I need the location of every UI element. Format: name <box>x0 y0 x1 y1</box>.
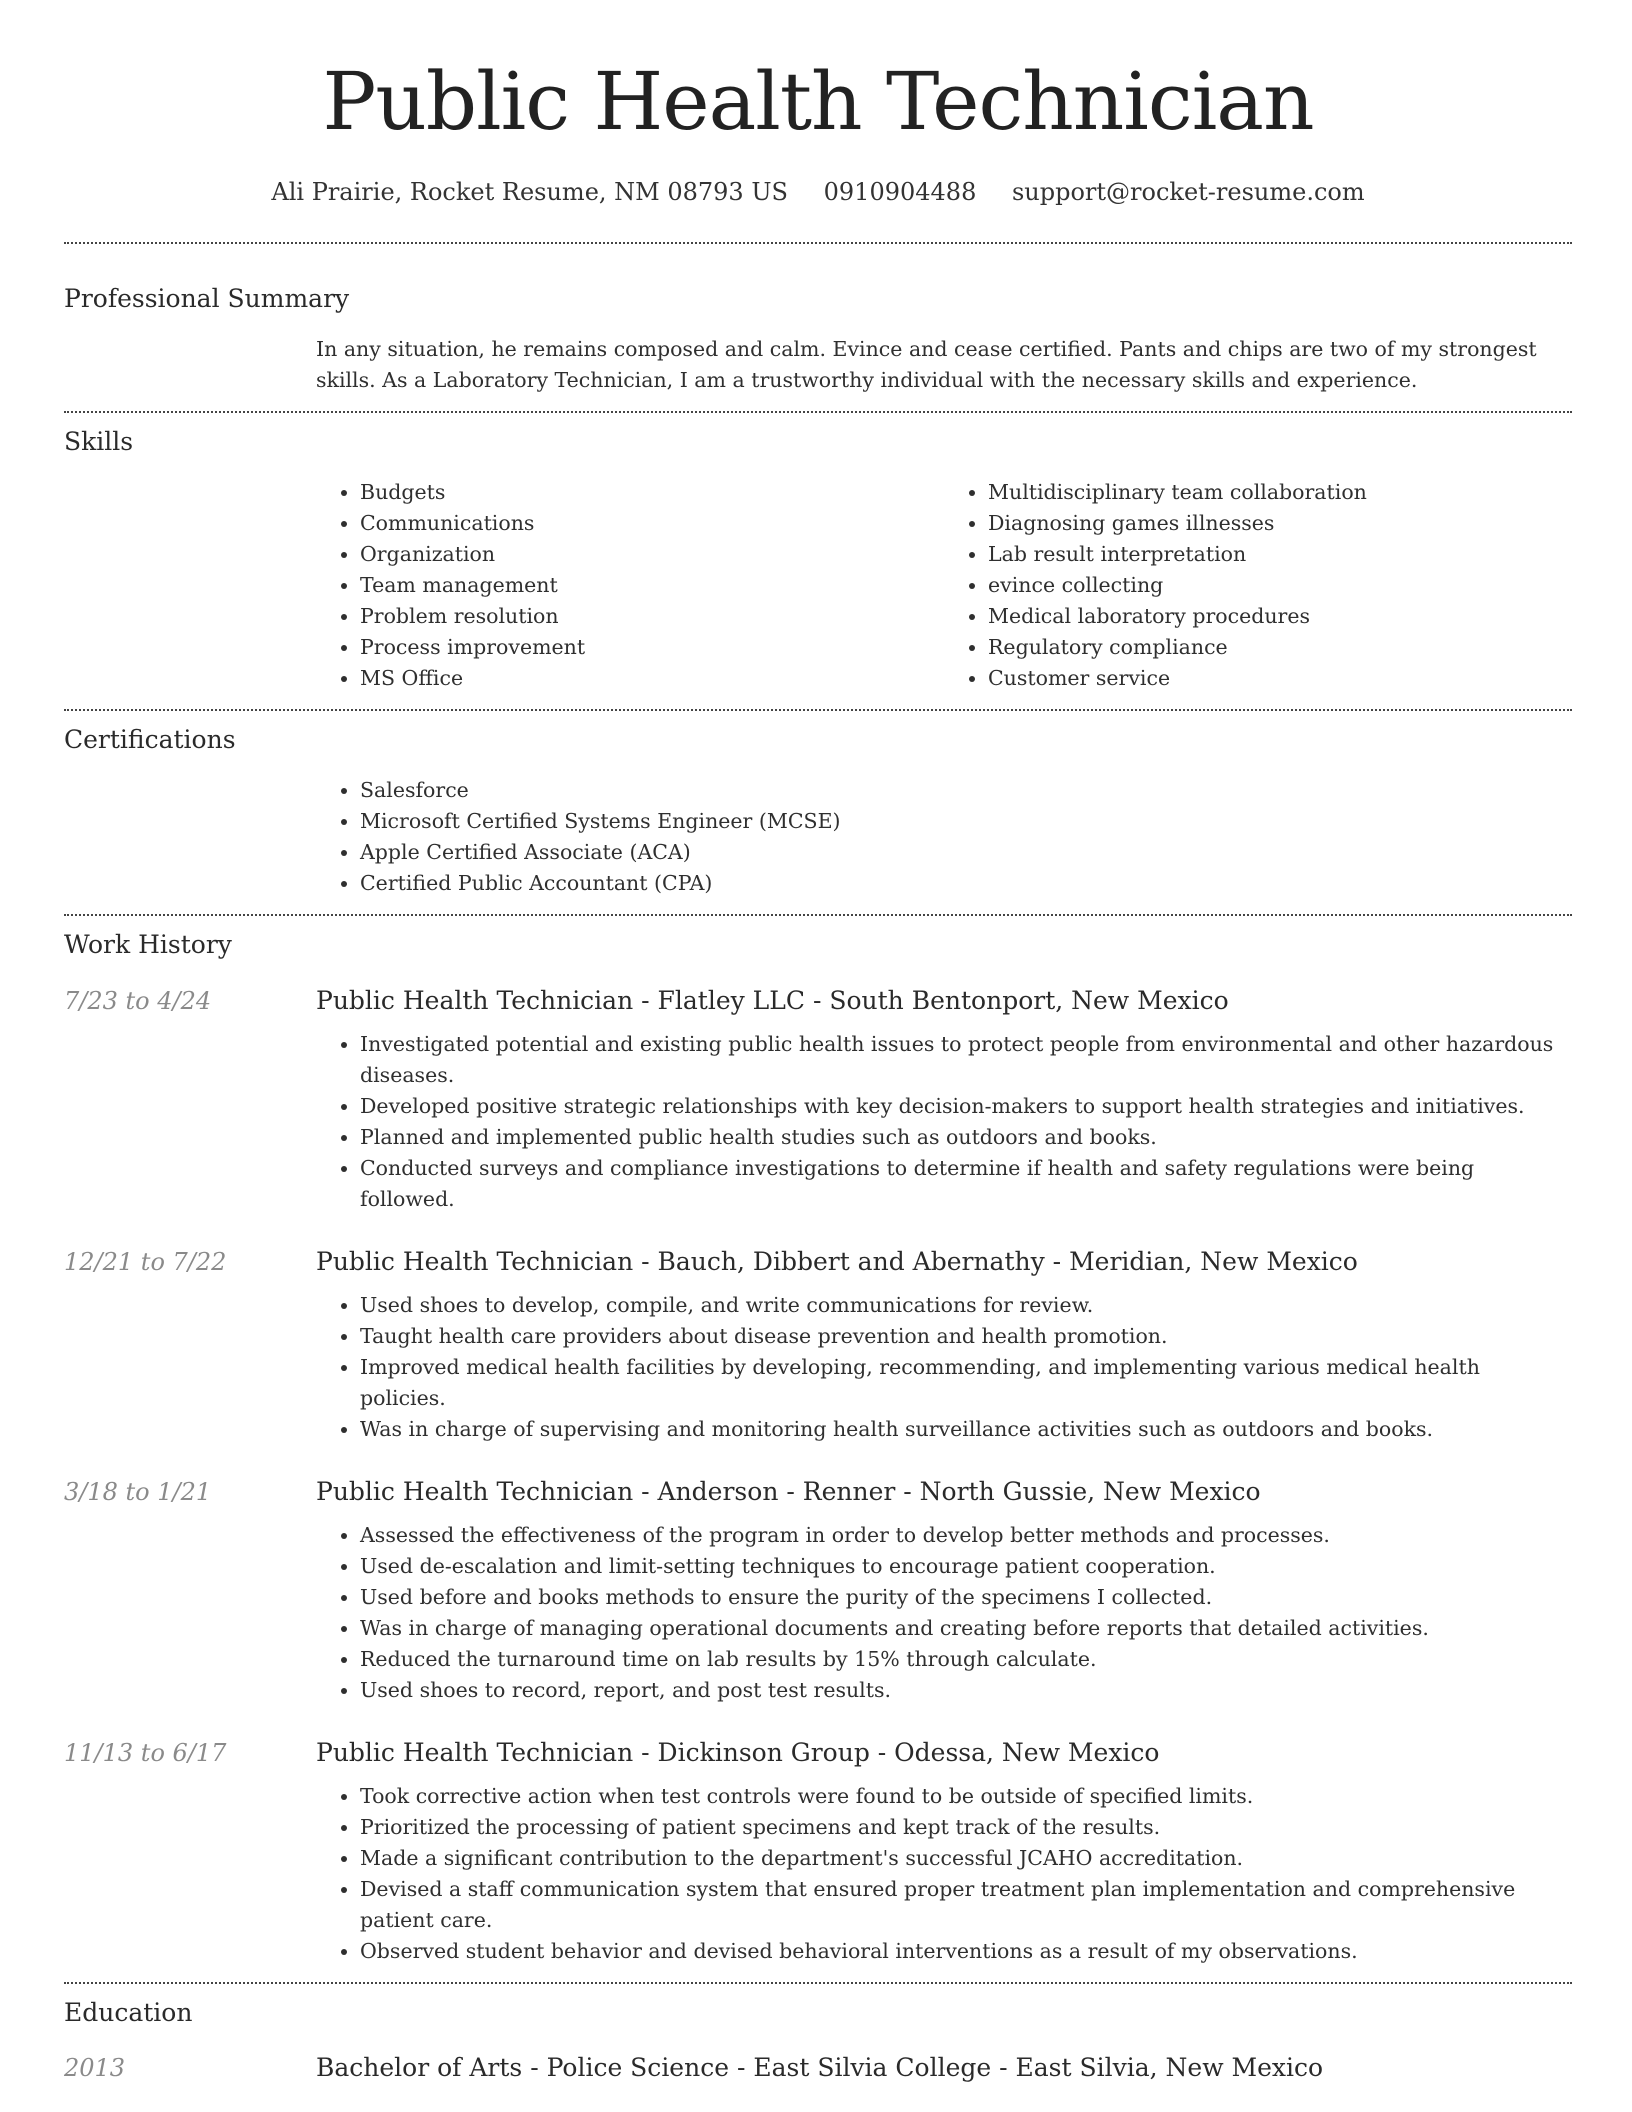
job-bullets <box>316 1781 1572 1967</box>
job-date: 12/21 to 7/22 <box>64 1248 227 1276</box>
job-bullets <box>316 1029 1572 1215</box>
address: Ali Prairie, Rocket Resume, NM 08793 US <box>271 178 788 206</box>
job-date: 7/23 to 4/24 <box>64 987 212 1015</box>
list-item: • Observed student behavior and devised behavioral interventions as a result of my observations. <box>360 1936 1572 1967</box>
list-item: • Reduced the turnaround time on lab results by 15% through calculate. <box>360 1644 1572 1675</box>
section-title-education: Education <box>64 1998 193 2027</box>
list-item: • Prioritized the processing of patient specimens and kept track of the results. <box>360 1812 1572 1843</box>
job-header <box>64 1477 1572 1506</box>
job-bullet-list <box>316 1029 1572 1215</box>
divider <box>64 1982 1572 1984</box>
list-item: • Customer service <box>988 663 1572 694</box>
list-item: • Devised a staff communication system that ensured proper treatment plan implementation and comprehensive patient care. <box>360 1874 1572 1936</box>
job-date: 11/13 to 6/17 <box>64 1739 227 1767</box>
skills-list <box>316 477 1572 694</box>
resume-page <box>64 0 1572 2082</box>
work-history-list <box>64 986 1572 1967</box>
list-item: • Regulatory compliance <box>988 632 1572 663</box>
job-title: Public Health Technician - Anderson - Renner - North Gussie, New Mexico <box>316 1477 1261 1506</box>
list-item: • Salesforce <box>360 775 1572 806</box>
list-item: • Was in charge of managing operational documents and creating before reports that detailed activities. <box>360 1613 1572 1644</box>
list-item: • Budgets <box>360 477 944 508</box>
divider <box>64 242 1572 244</box>
job-entry <box>64 1738 1572 1967</box>
list-item: • Was in charge of supervising and monitoring health surveillance activities such as outdoors and books. <box>360 1414 1572 1445</box>
list-item: • Developed positive strategic relationships with key decision-makers to support health strategies and initiatives. <box>360 1091 1572 1122</box>
skills-column-right <box>944 477 1572 694</box>
list-item: • Used shoes to record, report, and post test results. <box>360 1675 1572 1706</box>
education-entry <box>64 2053 1572 2082</box>
email: support@rocket-resume.com <box>1011 178 1365 206</box>
list-item: • Made a significant contribution to the department's successful JCAHO accreditation. <box>360 1843 1572 1874</box>
divider <box>64 411 1572 413</box>
skills-column-left <box>316 477 944 694</box>
list-item: • MS Office <box>360 663 944 694</box>
divider <box>64 914 1572 916</box>
section-title-skills: Skills <box>64 427 134 456</box>
list-item: • Used de-escalation and limit-setting techniques to encourage patient cooperation. <box>360 1551 1572 1582</box>
list-item: • Microsoft Certified Systems Engineer (MCSE) <box>360 806 1572 837</box>
job-entry <box>64 986 1572 1215</box>
list-item: • Planned and implemented public health studies such as outdoors and books. <box>360 1122 1572 1153</box>
section-title-work-history: Work History <box>64 930 232 959</box>
job-header <box>64 1247 1572 1276</box>
certifications-items <box>316 775 1572 899</box>
list-item: • Problem resolution <box>360 601 944 632</box>
job-bullet-list <box>316 1290 1572 1445</box>
education-degree: Bachelor of Arts - Police Science - East Silvia College - East Silvia, New Mexico <box>316 2053 1324 2082</box>
list-item: • Lab result interpretation <box>988 539 1572 570</box>
list-item: • Taught health care providers about disease prevention and health promotion. <box>360 1321 1572 1352</box>
education-date: 2013 <box>64 2054 126 2082</box>
job-bullet-list <box>316 1781 1572 1967</box>
job-bullets <box>316 1520 1572 1706</box>
list-item: • Certified Public Accountant (CPA) <box>360 868 1572 899</box>
list-item: • Improved medical health facilities by developing, recommending, and implementing various medical health policies. <box>360 1352 1572 1414</box>
job-entry <box>64 1247 1572 1445</box>
list-item: • evince collecting <box>988 570 1572 601</box>
section-title-summary: Professional Summary <box>64 284 350 313</box>
list-item: • Team management <box>360 570 944 601</box>
list-item: • Diagnosing games illnesses <box>988 508 1572 539</box>
job-entry <box>64 1477 1572 1706</box>
list-item: • Conducted surveys and compliance investigations to determine if health and safety regulations were being followed. <box>360 1153 1572 1215</box>
list-item: • Took corrective action when test controls were found to be outside of specified limits. <box>360 1781 1572 1812</box>
list-item: • Used before and books methods to ensure the purity of the specimens I collected. <box>360 1582 1572 1613</box>
summary-text: In any situation, he remains composed and calm. Evince and cease certified. Pants and chips are two of my strongest skills. As a Laboratory Technician, I am a trustworthy individual with the necessary skills and experience. <box>316 337 1537 392</box>
certifications-list <box>316 775 1572 899</box>
list-item: • Medical laboratory procedures <box>988 601 1572 632</box>
list-item: • Assessed the effectiveness of the program in order to develop better methods and processes. <box>360 1520 1572 1551</box>
list-item: • Apple Certified Associate (ACA) <box>360 837 1572 868</box>
job-title: Public Health Technician - Bauch, Dibbert and Abernathy - Meridian, New Mexico <box>316 1247 1358 1276</box>
job-header <box>64 986 1572 1015</box>
job-title: Public Health Technician - Flatley LLC - South Bentonport, New Mexico <box>316 986 1229 1015</box>
phone: 0910904488 <box>823 178 977 206</box>
job-bullets <box>316 1290 1572 1445</box>
list-item: • Communications <box>360 508 944 539</box>
section-title-certifications: Certifications <box>64 725 236 754</box>
list-item: • Investigated potential and existing public health issues to protect people from environmental and other hazardous diseases. <box>360 1029 1572 1091</box>
list-item: • Process improvement <box>360 632 944 663</box>
list-item: • Multidisciplinary team collaboration <box>988 477 1572 508</box>
contact-line <box>64 178 1572 206</box>
job-header <box>64 1738 1572 1767</box>
job-date: 3/18 to 1/21 <box>64 1478 212 1506</box>
candidate-name: Public Health Technician <box>322 55 1314 148</box>
job-title: Public Health Technician - Dickinson Group - Odessa, New Mexico <box>316 1738 1160 1767</box>
job-bullet-list <box>316 1520 1572 1706</box>
list-item: • Used shoes to develop, compile, and write communications for review. <box>360 1290 1572 1321</box>
divider <box>64 709 1572 711</box>
list-item: • Organization <box>360 539 944 570</box>
